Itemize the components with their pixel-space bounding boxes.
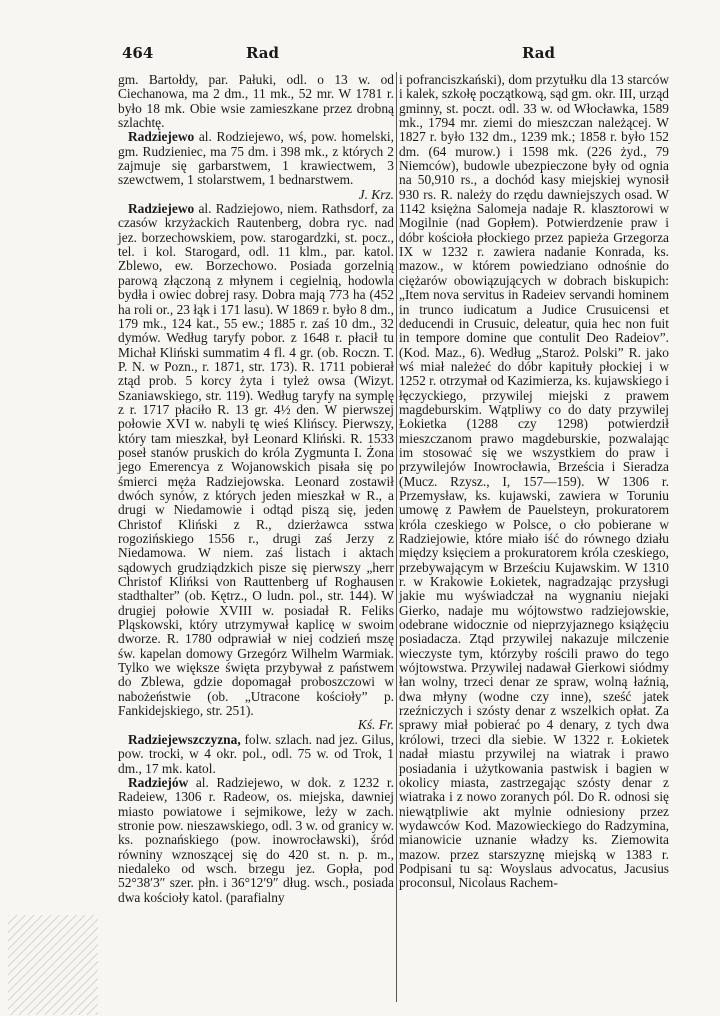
author-signature: J. Krz. [358,186,394,202]
entry-text: al. Rodziejewo, wś, pow. homelski, gm. Rudzieniec, ma 75 dm. i 398 mk., z których 2 zajmuje się garbarstwem, 1 krawiectwem, 3 szewctwem, 1 stolarstwem, 1 bednarstwem. [118,129,394,188]
entry-headword: Radziejów [128,774,189,790]
running-head-right: Rad [522,44,556,62]
running-head-left: Rad [246,44,280,62]
author-signature: Kś. Fr. [357,717,394,733]
entry-text: i pofranciszkański), dom przytułku dla 13 starców i kalek, szkołę początkową, sąd gm. okr. III, urząd gminny, st. poczt. odl. 33 w. od Włocławka, 1589 mk., 1794 mr. ziemi do mieszczan należącej. W 1827 r. było 132 dm., 1239 mk.; 1858 r. było 152 dm. (64 murow.) i 1598 mk. (226 żyd., 79 Niemców), budowle ubezpieczone były od ognia na 50,910 rs., a dochód kasy miejskiej wynosił 930 rs. R. należy do rzędu dawniejszych osad. W 1142 księżna Salomeja nadaje R. klasztorowi w Mogilnie (nad Gopłem). Potwierdzenie praw i dóbr kościoła płockiego przez papieża Grzegorza IX w 1232 r. zawiera nadanie Konrada, ks. mazow., w którem powiedziano odnośnie do ciężarów obowiązujących w dobrach biskupich: „Item nova servitus in Radeiev servandi hominem in trunco iudicatum a Judice Crusuicensi et deducendi in Crusuic, deleatur, quia hec non fuit in tempore domine que contulit Deo Radeiov”. (Kod. Maz., 6). Według „Staroż. Polski” R. jako wś miał należeć do dóbr kapituły płockiej i w 1252 r. otrzymał od Kazimierza, ks. kujawskiego i łęczyckiego, przywilej miejski z prawem magdeburskim. Wątpliwy co do daty przywilej Łokietka (1288 czy 1298) potwierdził mieszczanom prawo magdeburskie, pozwalając im stosować się we wszystkiem do praw i przywilejów Inowrocławia, Brześcia i Sieradza (Mucz. Rzysz., I, 157—159). W 1306 r. Przemysław, ks. kujawski, zawiera w Toruniu umowę z Pawłem de Pauelsteyn, prokuratorem króla czeskiego w Polsce, o cło pobierane w Radziejowie, które miało iść do równego działu między księciem a prokuratorem króla czeskiego, przebywającym w Brześciu Kujawskim. W 1310 r. w Krakowie Łokietek, nagradzając przysługi jakie mu wyświadczał na wygnaniu niejaki Gierko, nadaje mu wójtowstwo radziejowskie, odebrane widocznie od nieprzyjaznego książęciu posiadacza. Ztąd przywilej nakazuje milczenie wieczyste tym, którzyby rościli prawo do tego wójtowstwa. Przywilej nadawał Gierkowi siódmy łan wolny, trzeci denar ze spraw, wolną łaźnią, dwa młyny (wodne czy inne), sześć jatek rzeźniczych i szósty denar z wszelkich opłat. Za sprawy miał pobierać po 4 denary, z tych dwa królowi, trzeci dla siebie. W 1322 r. Łokietek nadał miastu przywilej na wiatrak i prawo posiadania i użytkowania pastwisk i bagien w okolicy miasta, zastrzegając szósty denar z wiatraka i z nowo zoranych pól. Do R. odnosi się niewątpliwie akt mylnie odniesiony przez wydawców Kod. Mazowieckiego do Radzymina, mianowicie uznanie władzy ks. Ziemowita mazow. przez starszyznę miejską w 1383 r. Podpisani tu są: Woyslaus advocatus, Jacusius proconsul, Nicolaus Rachem- [399,72,669,891]
entry-headword: Radziejewszczyzna, [128,731,241,747]
dictionary-entry [118,733,394,776]
entry-text: folw. szlach. nad jez. Gilus, pow. trocki, w 4 okr. pol., odl. 75 w. od Trok, 1 dm., 17 mk. katol. [118,731,394,776]
scan-smudge [8,915,98,1015]
column-divider [396,72,397,1002]
paragraph [399,73,669,891]
entry-text: al. Radziejowo, niem. Rathsdorf, za czasów krzyżackich Rautenberg, dobra ryc. nad jez. borzechowskiem, pow. starogardzki, st. pocz., tel. i kol. Starogard, odl. 11 klm., par. katol. Zblewo, ew. Borzechowo. Posiada gorzelnią parową złączoną z młynem i cegielnią, hodowla bydła i owiec dobrej rasy. Dobra mają 773 ha (452 ha roli or., 23 łąk i 171 lasu). W 1869 r. było 8 dm., 179 mk., 124 kat., 55 ew.; 1885 r. zaś 10 dm., 32 dymów. Według taryfy pobor. z 1648 r. płacił tu Michał Kliński summatim 4 fl. 4 gr. (ob. Roczn. T. P. N. w Pozn., r. 1871, str. 173). R. 1711 pobierał ztąd prob. 5 korcy żyta i tyleż owsa (Wizyt. Szaniawskiego, str. 119). Według taryfy na symplę z r. 1717 płaciło R. 13 gr. 4½ den. W pierwszej połowie XVI w. nabyli tę wieś Klińscy. Pierwszy, który tam mieszkał, był Leonard Kliński. R. 1533 poseł stanów pruskich do króla Zygmunta I. Żona jego Emerencya z Wojanowskich pisała się po śmierci męża Radziejowska. Leonard zostawił dwóch synów, z których jeden mieszkał w R., a drugi w Niedamowie i odtąd piszą się, jeden Christof Kliński z R., dzierżawca sstwa rogozińskiego 1556 r., drugi zaś Jerzy z Niedamowa. W niem. zaś listach i aktach sądowych grudziądzkich pisze się pierwszy „herr Christof Klińksi von Rauttenberg uf Roghausen stadthalter” (ob. Kętrz., O ludn. pol., str. 144). W drugiej połowie XVIII w. posiadał R. Feliks Pląskowski, który utrzymywał kaplicę w swoim dworze. R. 1780 odprawiał w niej codzień mszę św. kapelan domowy Grzegórz Wilhelm Warmiak. Tylko we większe święta przybywał z państwem do Zblewa, gdzie dopomagał proboszczowi w nabożeństwie (ob. „Utracone kościoły” p. Fankidejskiego, str. 251). [118,201,394,719]
entry-text: al. Radziejewo, w dok. z 1232 r. Radeiew, 1306 r. Radeow, os. miejska, dawniej miasto powiatowe i sejmikowe, leży w zach. stronie pow. nieszawskiego, odl. 3 w. od granicy w. ks. poznańskiego (pow. inowrocławski), śród równiny wznoszącej się do 420 st. n. p. m., niedaleko od wsch. brzegu jez. Gopła, pod 52°38′3″ szer. płn. i 36°12′9″ dług. wsch., posiada dwa kościoły katol. (parafialny [118,774,394,905]
right-column [399,73,669,891]
paragraph [118,73,394,130]
entry-headword: Radziejewo [128,201,195,217]
left-column [118,73,394,905]
dictionary-entry [118,202,394,718]
dictionary-entry [118,776,394,905]
entry-text: gm. Bartołdy, par. Pałuki, odl. o 13 w. od Ciechanowa, ma 2 dm., 11 mk., 52 mr. W 1781 r. było 18 mk. Obie wsie zamieszkane przez drobną szlachtę. [118,72,394,131]
page-number: 464 [122,44,154,62]
entry-headword: Radziejewo [128,129,195,145]
dictionary-entry [118,130,394,187]
